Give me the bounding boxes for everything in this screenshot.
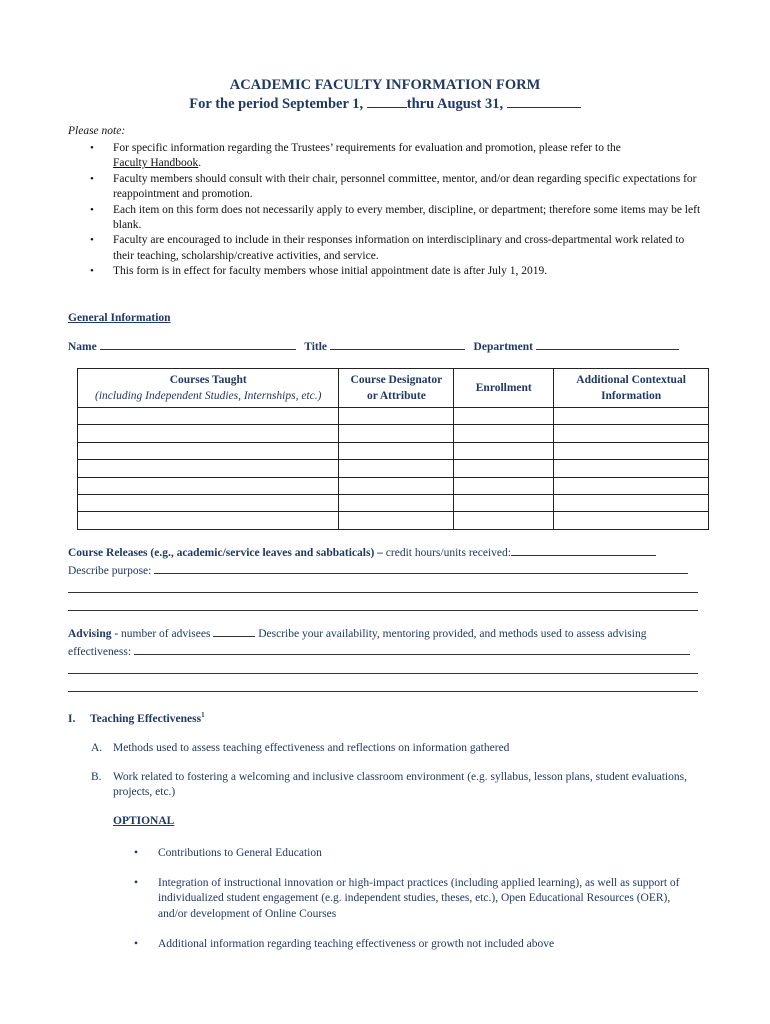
table-row xyxy=(78,512,709,529)
table-row xyxy=(78,477,709,494)
table-cell[interactable] xyxy=(554,477,709,494)
general-info-fields xyxy=(68,339,708,353)
table-row xyxy=(78,460,709,477)
describe-purpose-label: Describe purpose: xyxy=(68,565,152,577)
table-cell[interactable] xyxy=(554,512,709,529)
teaching-effectiveness-heading xyxy=(68,711,205,725)
section-title: Teaching Effectiveness xyxy=(90,712,202,725)
table-cell[interactable] xyxy=(78,442,339,459)
general-information-heading: General Information xyxy=(68,312,171,324)
note-item: • This form is in effect for faculty members whose initial appointment date is after July 1, 2019. xyxy=(68,264,708,279)
advising-effectiveness-field[interactable] xyxy=(134,644,690,655)
table-cell[interactable] xyxy=(339,494,454,511)
bullet-icon: • xyxy=(134,877,139,889)
note-item: • Each item on this form does not necessarily apply to every member, discipline, or department; therefore some items may be left blank. xyxy=(68,203,708,234)
period-start-blank[interactable] xyxy=(367,97,407,108)
faculty-handbook-link[interactable]: Faculty Handbook xyxy=(113,157,199,170)
additional-info-header: Additional Contextual Information xyxy=(554,369,709,408)
table-cell[interactable] xyxy=(339,477,454,494)
table-cell[interactable] xyxy=(339,460,454,477)
table-cell[interactable] xyxy=(554,425,709,442)
department-label: Department xyxy=(473,341,533,353)
courses-table xyxy=(77,368,709,530)
optional-heading: OPTIONAL xyxy=(113,815,175,827)
table-cell[interactable] xyxy=(554,460,709,477)
table-cell[interactable] xyxy=(454,408,554,425)
period-end-blank[interactable] xyxy=(507,97,581,108)
advising-describe-text: Describe your availability, mentoring provided, and methods used to assess advising xyxy=(255,628,647,640)
credit-hours-field[interactable] xyxy=(511,545,656,556)
table-cell[interactable] xyxy=(454,442,554,459)
table-cell[interactable] xyxy=(454,477,554,494)
purpose-fill-line[interactable] xyxy=(68,592,698,593)
notes-list xyxy=(68,141,708,280)
table-cell[interactable] xyxy=(339,442,454,459)
table-cell[interactable] xyxy=(78,477,339,494)
course-designator-header: Course Designator or Attribute xyxy=(339,369,454,408)
course-releases-line xyxy=(68,544,700,562)
table-row xyxy=(78,408,709,425)
item-text: Methods used to assess teaching effectiveness and reflections on information gathered xyxy=(113,742,510,754)
credit-hours-text: credit hours/units received: xyxy=(382,547,511,559)
table-cell[interactable] xyxy=(454,494,554,511)
advising-fill-line[interactable] xyxy=(68,691,698,692)
title-field[interactable] xyxy=(330,339,465,350)
advising-line xyxy=(68,625,700,643)
section-item-b xyxy=(91,770,691,801)
table-header-row xyxy=(78,369,709,408)
advising-label: Advising - xyxy=(68,628,119,640)
footnote-marker: 1 xyxy=(201,711,205,719)
table-row xyxy=(78,425,709,442)
table-cell[interactable] xyxy=(554,442,709,459)
title-label: Title xyxy=(304,341,328,353)
table-cell[interactable] xyxy=(78,425,339,442)
advisees-field[interactable] xyxy=(213,626,255,637)
bullet-icon: • xyxy=(134,938,139,950)
table-cell[interactable] xyxy=(454,425,554,442)
table-cell[interactable] xyxy=(339,408,454,425)
item-label: B. xyxy=(91,771,102,783)
table-cell[interactable] xyxy=(78,494,339,511)
item-text: Work related to fostering a welcoming and inclusive classroom environment (e.g. syllabus, lesson plans, student evaluations, projects, etc.) xyxy=(113,771,687,799)
note-item: • For specific information regarding the Trustees’ requirements for evaluation and promotion, please refer to the Faculty Handbook. xyxy=(68,141,708,172)
period-middle: thru August 31, xyxy=(406,96,507,112)
table-row xyxy=(78,494,709,511)
table-cell[interactable] xyxy=(554,494,709,511)
period-prefix: For the period September 1, xyxy=(189,96,367,112)
table-cell[interactable] xyxy=(454,460,554,477)
describe-purpose-line xyxy=(68,562,700,580)
section-item-a xyxy=(91,741,691,756)
item-label: A. xyxy=(91,742,103,754)
name-field[interactable] xyxy=(100,339,296,350)
note-item: • Faculty are encouraged to include in their responses information on interdisciplinary and cross-departmental work related to their teaching, scholarship/creative activities, and service. xyxy=(68,233,708,264)
form-title: ACADEMIC FACULTY INFORMATION FORM xyxy=(229,77,541,93)
bullet-icon: • xyxy=(134,847,139,859)
section-numeral: I. xyxy=(68,712,76,725)
optional-item: • Integration of instructional innovation or high-impact practices (including applied learning), as well as support of individualized student engagement (e.g. independent studies, theses, etc.), Open Educational Resources (OER), and/or development of Online Courses xyxy=(134,877,680,920)
please-note-label: Please note: xyxy=(68,125,126,137)
advising-fill-line[interactable] xyxy=(68,673,698,674)
table-cell[interactable] xyxy=(339,512,454,529)
form-period xyxy=(0,96,770,113)
table-row xyxy=(78,442,709,459)
advising-effectiveness-label: effectiveness: xyxy=(68,646,132,658)
table-cell[interactable] xyxy=(78,460,339,477)
table-cell[interactable] xyxy=(554,408,709,425)
table-cell[interactable] xyxy=(339,425,454,442)
courses-taught-header: Courses Taught (including Independent Studies, Internships, etc.) xyxy=(78,369,339,408)
optional-item: • Contributions to General Education xyxy=(113,846,693,861)
advising-effectiveness-line xyxy=(68,643,700,661)
table-cell[interactable] xyxy=(454,512,554,529)
optional-item: • Additional information regarding teaching effectiveness or growth not included above xyxy=(113,937,693,952)
advisees-text: number of advisees xyxy=(118,628,214,640)
name-label: Name xyxy=(68,341,97,353)
note-item: • Faculty members should consult with their chair, personnel committee, mentor, and/or dean regarding specific expectations for reappointment and promotion. xyxy=(68,172,708,203)
purpose-fill-line[interactable] xyxy=(68,610,698,611)
enrollment-header: Enrollment xyxy=(454,369,554,408)
course-releases-label: Course Releases (e.g., academic/service leaves and sabbaticals) – xyxy=(68,547,383,559)
table-cell[interactable] xyxy=(78,408,339,425)
describe-purpose-field[interactable] xyxy=(154,563,688,574)
table-cell[interactable] xyxy=(78,512,339,529)
department-field[interactable] xyxy=(536,339,679,350)
